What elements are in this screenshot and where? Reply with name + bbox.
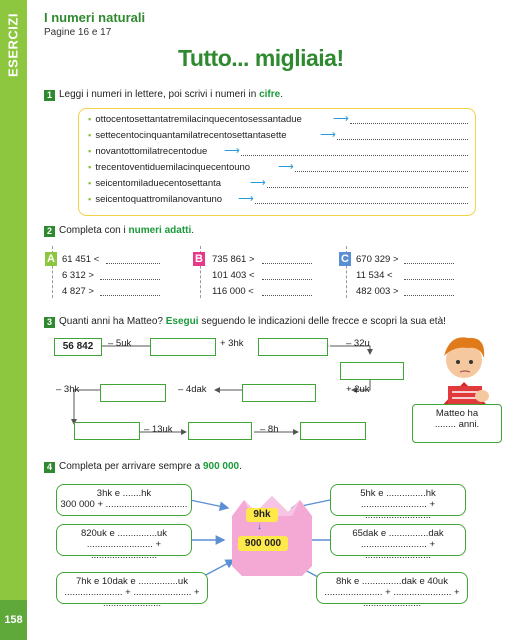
target-box-line[interactable]: 8hk e ...............dak e 40uk <box>336 576 448 587</box>
operation-label: + 2uk <box>346 384 370 395</box>
answer-line[interactable] <box>262 287 312 296</box>
answer-box[interactable] <box>100 384 166 402</box>
comparison-item: 6 312 > <box>62 270 94 281</box>
answer-box[interactable] <box>188 422 252 440</box>
comparison-item: 482 003 > <box>356 286 399 297</box>
answer-line[interactable] <box>267 179 468 188</box>
answer-box[interactable] <box>150 338 216 356</box>
operation-label: – 5uk <box>108 338 132 349</box>
operation-label: – 4dak <box>178 384 207 395</box>
answer-box[interactable] <box>242 384 316 402</box>
answer-line[interactable] <box>295 163 468 172</box>
answer-line[interactable] <box>100 287 160 296</box>
exercise-1-instruction: Leggi i numeri in lettere, poi scrivi i numeri in cifre. <box>59 89 283 100</box>
group-a-badge: A <box>45 252 57 266</box>
target-box-line[interactable]: ......................... + ......................... <box>86 539 162 561</box>
number-words-item: • seicentomiladuecentosettanta <box>88 178 222 189</box>
exercise-2-instruction: Completa con i numeri adatti. <box>59 225 195 236</box>
number-words-item: • ottocentosettantatremilacinquecentosessantadue <box>88 114 302 125</box>
target-box <box>330 484 466 521</box>
target-box <box>56 524 192 561</box>
answer-box[interactable] <box>340 362 404 380</box>
arrow-right-icon: ⟶ <box>238 193 254 205</box>
main-title: Tutto... migliaia! <box>178 45 344 71</box>
chapter-title: I numeri naturali <box>44 10 146 25</box>
group-b-badge: B <box>193 252 205 266</box>
comparison-item: 735 861 > <box>212 254 255 265</box>
answer-line[interactable] <box>262 271 312 280</box>
group-c-badge: C <box>339 252 351 266</box>
target-box-line[interactable]: ......................... + ......................... <box>360 499 436 521</box>
comparison-item: 101 403 < <box>212 270 255 281</box>
answer-blank[interactable]: ........ anni. <box>434 419 480 430</box>
exercise-4-instruction: Completa per arrivare sempre a 900 000. <box>59 461 242 472</box>
arrow-right-icon: ⟶ <box>333 113 349 125</box>
comparison-item: 61 451 < <box>62 254 100 265</box>
target-box-line[interactable]: ...................... + ...................... + ...................... <box>324 587 460 609</box>
answer-box[interactable] <box>258 338 328 356</box>
sidebar <box>0 0 27 640</box>
start-number: 56 842 <box>54 338 102 356</box>
arrow-right-icon: ⟶ <box>250 177 266 189</box>
answer-line[interactable] <box>350 115 468 124</box>
answer-line[interactable] <box>255 195 468 204</box>
comparison-item: 4 827 > <box>62 286 94 297</box>
arrow-right-icon: ⟶ <box>320 129 336 141</box>
exercise-4-number: 4 <box>44 462 55 473</box>
target-box-line[interactable]: 65dak e ...............dak <box>352 528 444 539</box>
answer-line[interactable] <box>337 131 468 140</box>
target-box-line[interactable]: 820uk e ...............uk <box>80 528 168 539</box>
target-box <box>316 572 468 609</box>
answer-line[interactable] <box>106 255 160 264</box>
number-words-item: • novantottomilatrecentodue <box>88 146 208 157</box>
answer-line[interactable] <box>404 271 454 280</box>
operation-label: – 13uk <box>144 424 173 435</box>
page-reference: Pagine 16 e 17 <box>44 27 112 38</box>
exercise-2-number: 2 <box>44 226 55 237</box>
arrow-right-icon: ⟶ <box>278 161 294 173</box>
target-box <box>56 484 192 516</box>
target-box-line[interactable]: 3hk e .......hk <box>96 488 152 499</box>
answer-line[interactable] <box>100 271 160 280</box>
target-box-line[interactable]: 7hk e 10dak e ...............uk <box>76 576 188 587</box>
answer-line[interactable] <box>241 147 468 156</box>
target-box-line[interactable]: 300 000 + ............................... <box>60 499 188 510</box>
target-box <box>330 524 466 561</box>
answer-line[interactable] <box>262 255 312 264</box>
exercise-1-number: 1 <box>44 90 55 101</box>
number-words-item: • settecentocinquantamilatrecentosettantasette <box>88 130 287 141</box>
answer-line[interactable] <box>404 287 454 296</box>
number-words-item: • seicentoquattromilanovantuno <box>88 194 223 205</box>
operation-label: + 3hk <box>220 338 244 349</box>
number-words-item: • trecentoventiduemilacinquecentouno <box>88 162 251 173</box>
operation-label: – 32u <box>346 338 370 349</box>
section-label: ESERCIZI <box>5 13 21 77</box>
answer-text: Matteo ha <box>435 408 479 419</box>
arrow-down-icon: ↓ <box>257 521 262 532</box>
comparison-item: 670 329 > <box>356 254 399 265</box>
comparison-item: 116 000 < <box>212 286 254 297</box>
answer-line[interactable] <box>404 255 454 264</box>
answer-bubble <box>412 404 502 443</box>
target-box-line[interactable]: ...................... + ...................... + ...................... <box>64 587 200 609</box>
target-box-line[interactable]: ......................... + ......................... <box>360 539 436 561</box>
center-target-value: 900 000 <box>238 536 288 551</box>
comparison-item: 11 534 < <box>356 270 393 281</box>
matteo-illustration <box>420 326 508 408</box>
exercise-1-list <box>88 114 468 210</box>
target-box-line[interactable]: 5hk e ...............hk <box>360 488 436 499</box>
arrow-right-icon: ⟶ <box>224 145 240 157</box>
answer-box[interactable] <box>300 422 366 440</box>
page-number: 158 <box>0 600 27 640</box>
exercise-3-number: 3 <box>44 317 55 328</box>
center-top-value: 9hk <box>246 508 278 522</box>
operation-label: – 8h <box>260 424 279 435</box>
operation-label: – 3hk <box>56 384 80 395</box>
answer-box[interactable] <box>74 422 140 440</box>
exercise-3-instruction: Quanti anni ha Matteo? Esegui seguendo le indicazioni delle frecce e scopri la sua età! <box>59 316 446 327</box>
target-box <box>56 572 208 609</box>
